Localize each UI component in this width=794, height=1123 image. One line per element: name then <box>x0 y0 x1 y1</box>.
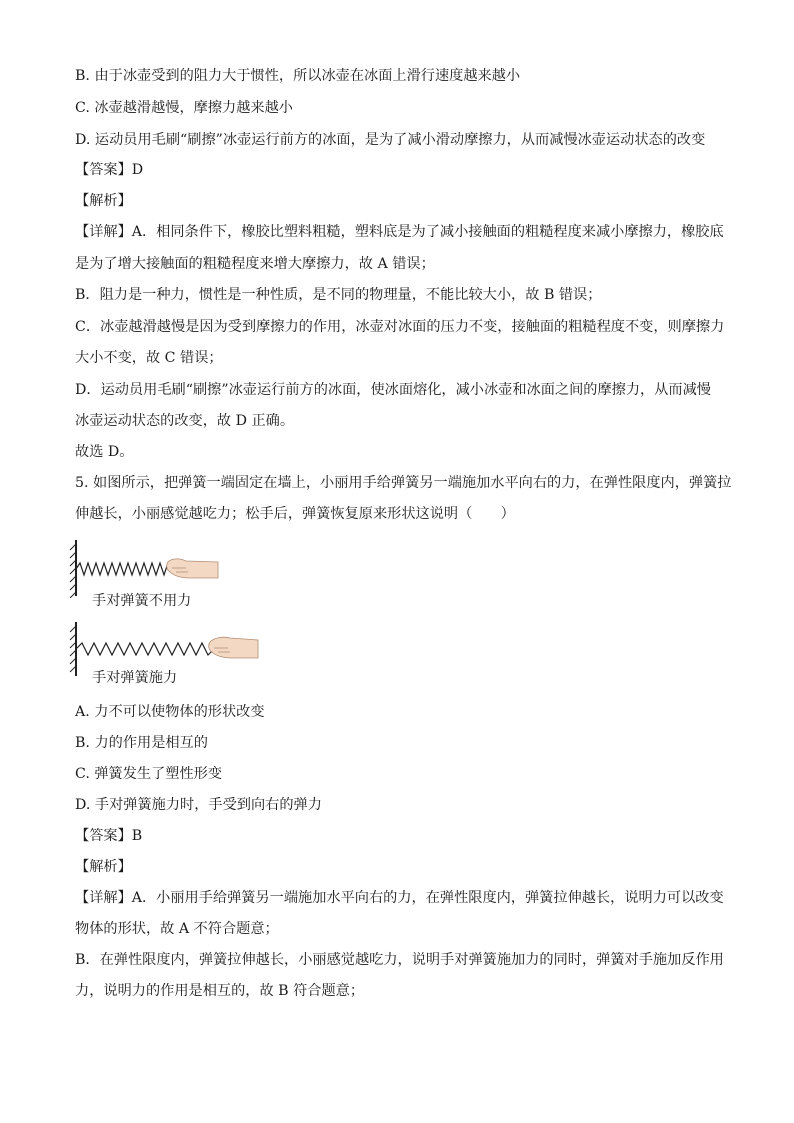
detail-line-2: 是为了增大接触面的粗糙程度来增大摩擦力，故 A 错误； <box>75 256 435 272</box>
detail-line-1: 【详解】A．相同条件下，橡胶比塑料粗糙，塑料底是为了减小接触面的粗糙程度来减小摩擦力，橡胶底 <box>75 224 724 240</box>
analysis-heading: 【解析】 <box>75 193 132 209</box>
detail-line-3: B．在弹性限度内，弹簧拉伸越长，小丽感觉越吃力，说明手对弹簧施加力的同时，弹簧对手施加反作用 <box>75 952 724 968</box>
figure-label-no-force: 手对弹簧不用力 <box>92 593 192 609</box>
detail-line-3: B．阻力是一种力，惯性是一种性质，是不同的物理量，不能比较大小，故 B 错误； <box>75 287 602 303</box>
detail-line-5: 大小不变，故 C 错误； <box>75 350 223 366</box>
option-c-line: C. 弹簧发生了塑性形变 <box>75 766 223 782</box>
figure-label-force: 手对弹簧施力 <box>92 670 178 686</box>
answer-line: 【答案】D <box>75 162 144 178</box>
analysis-heading: 【解析】 <box>75 859 132 875</box>
spring-relaxed-figure <box>68 538 228 598</box>
option-b-line: B. 力的作用是相互的 <box>75 735 208 751</box>
detail-line-4: 力，说明力的作用是相互的，故 B 符合题意； <box>75 983 365 999</box>
detail-line-2: 物体的形状，故 A 不符合题意； <box>75 921 279 937</box>
conclusion-line: 故选 D。 <box>75 444 134 460</box>
question-5-line-2: 伸越长，小丽感觉越吃力；松手后，弹簧恢复原来形状这说明（ ） <box>75 506 515 522</box>
option-d-line: D. 手对弹簧施力时，手受到向右的弹力 <box>75 797 322 813</box>
option-d-line: D. 运动员用毛刷“刷擦”冰壶运行前方的冰面，是为了减小滑动摩擦力，从而减慢冰壶运动状态的改变 <box>75 132 706 148</box>
detail-line-7: 冰壶运动状态的改变，故 D 正确。 <box>75 413 295 429</box>
detail-line-4: C．冰壶越滑越慢是因为受到摩擦力的作用，冰壶对冰面的压力不变，接触面的粗糙程度不变，则摩擦力 <box>75 319 725 335</box>
detail-line-1: 【详解】A．小丽用手给弹簧另一端施加水平向右的力，在弹性限度内，弹簧拉伸越长，说明力可以改变 <box>75 890 724 906</box>
answer-line: 【答案】B <box>75 828 143 844</box>
question-5-line-1: 5. 如图所示，把弹簧一端固定在墙上，小丽用手给弹簧另一端施加水平向右的力，在弹性限度内，弹簧拉 <box>75 475 732 491</box>
option-b-line: B. 由于冰壶受到的阻力大于惯性，所以冰壶在冰面上滑行速度越来越小 <box>75 68 521 84</box>
detail-line-6: D．运动员用毛刷“刷擦”冰壶运行前方的冰面，使冰面熔化，减小冰壶和冰面之间的摩擦力，从而减慢 <box>75 382 711 398</box>
option-a-line: A. 力不可以使物体的形状改变 <box>75 704 265 720</box>
option-c-line: C. 冰壶越滑越慢，摩擦力越来越小 <box>75 100 293 116</box>
